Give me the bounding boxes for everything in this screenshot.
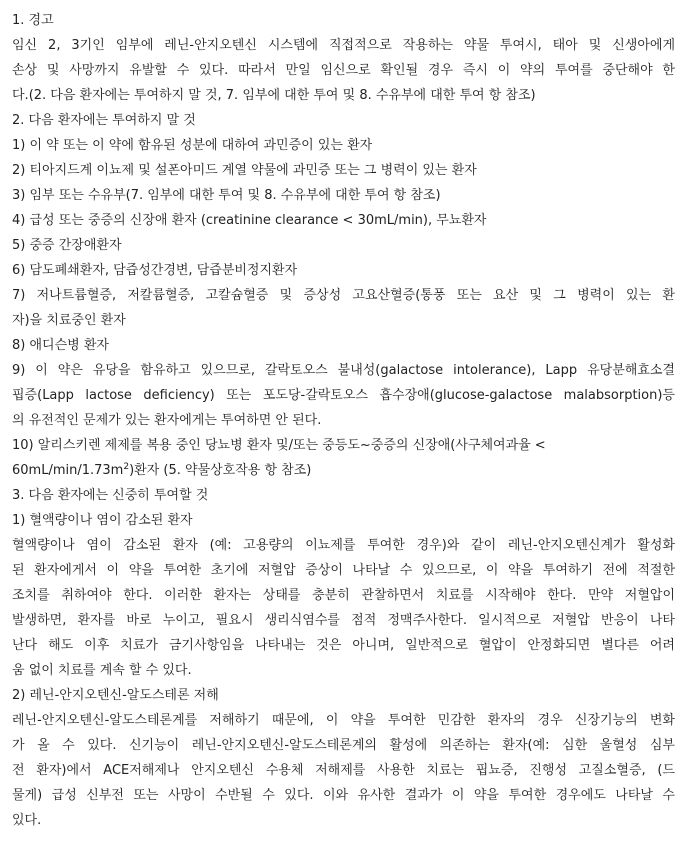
text-segment: 60mL/min/1.73m: [12, 463, 124, 478]
text-line: 4) 급성 또는 중증의 신장애 환자 (creatinine clearance < 30mL/min), 무뇨환자: [12, 213, 487, 228]
text-line: 9) 이 약은 유당을 함유하고 있으므로, 갈락토오스 불내성(galactose intolerance), Lapp 유당분해효소결: [12, 363, 675, 378]
text-line: 발생하면, 환자를 바로 누이고, 필요시 생리식염수를 점적 정맥주사한다. 일시적으로 저혈압 반응이 나타: [12, 613, 675, 628]
text-line: 조치를 취하여야 한다. 이러한 환자는 상태를 충분히 관찰하면서 치료를 시작해야 한다. 만약 저혈압이: [12, 588, 675, 603]
text-line: 10) 알리스키렌 제제를 복용 중인 당뇨병 환자 및/또는 중등도~중증의 신장애(사구체여과율 <: [12, 438, 546, 453]
superscript: 2: [123, 462, 130, 472]
text-line: 8) 애디슨병 환자: [12, 338, 109, 353]
text-line: 물게) 급성 신부전 또는 사망이 수반될 수 있다. 이와 유사한 결과가 이 약을 투여한 경우에도 나타날 수: [12, 788, 675, 803]
text-line: 2. 다음 환자에는 투여하지 말 것: [12, 113, 196, 128]
text-line: 핍증(Lapp lactose deficiency) 또는 포도당-갈락토오스 흡수장애(glucose-galactose malabsorption)등: [12, 388, 675, 403]
text-line: [12, 458, 675, 483]
text-line: 전 환자)에서 ACE저해제나 안지오텐신 수용체 저해제를 사용한 치료는 핍뇨증, 진행성 고질소혈증, (드: [12, 763, 675, 778]
text-line: 손상 및 사망까지 유발할 수 있다. 따라서 만일 임신으로 확인될 경우 즉시 이 약의 투여를 중단해야 한: [12, 63, 675, 78]
text-line: 움 없이 치료를 계속 할 수 있다.: [12, 663, 192, 678]
text-line: 1. 경고: [12, 13, 54, 28]
text-segment: )환자 (5. 약물상호작용 항 참조): [129, 463, 312, 478]
text-line: 1) 혈액량이나 염이 감소된 환자: [12, 513, 193, 528]
text-line: 5) 중증 간장애환자: [12, 238, 122, 253]
text-line: 된 환자에게서 이 약을 투여한 초기에 저혈압 증상이 나타날 수 있으므로, 이 약을 투여하기 전에 적절한: [12, 563, 675, 578]
text-line: 7) 저나트륨혈증, 저칼륨혈증, 고칼슘혈증 및 증상성 고요산혈증(통풍 또는 요산 및 그 병력이 있는 환: [12, 288, 675, 303]
text-line: 레닌-안지오텐신-알도스테론계를 저해하기 때문에, 이 약을 투여한 민감한 환자의 경우 신장기능의 변화: [12, 713, 675, 728]
text-line: 3. 다음 환자에는 신중히 투여할 것: [12, 488, 209, 503]
text-line: 다.(2. 다음 환자에는 투여하지 말 것, 7. 임부에 대한 투여 및 8. 수유부에 대한 투여 항 참조): [12, 88, 536, 103]
text-line: 3) 임부 또는 수유부(7. 임부에 대한 투여 및 8. 수유부에 대한 투여 항 참조): [12, 188, 441, 203]
text-line: 있다.: [12, 813, 42, 828]
text-line: 가 올 수 있다. 신기능이 레닌-안지오텐신-알도스테론계의 활성에 의존하는 환자(예: 심한 울혈성 심부: [12, 738, 675, 753]
text-line: 의 유전적인 문제가 있는 환자에게는 투여하면 안 된다.: [12, 413, 322, 428]
text-line: 난다 해도 이후 치료가 금기사항임을 나타내는 것은 아니며, 일반적으로 혈압이 안정화되면 별다른 어려: [12, 638, 675, 653]
text-line: 자)을 치료중인 환자: [12, 313, 126, 328]
text-line: 임신 2, 3기인 임부에 레닌-안지오텐신 시스템에 직접적으로 작용하는 약물 투여시, 태아 및 신생아에게: [12, 38, 675, 53]
text-line: 2) 레닌-안지오텐신-알도스테론 저해: [12, 688, 219, 703]
text-line: 혈액량이나 염이 감소된 환자 (예: 고용량의 이뇨제를 투여한 경우)와 같이 레닌-안지오텐신계가 활성화: [12, 538, 675, 553]
text-line: 1) 이 약 또는 이 약에 함유된 성분에 대하여 과민증이 있는 환자: [12, 138, 373, 153]
text-line: 6) 담도폐쇄환자, 담즙성간경변, 담즙분비정지환자: [12, 263, 298, 278]
text-line: 2) 티아지드계 이뇨제 및 설폰아미드 계열 약물에 과민증 또는 그 병력이 있는 환자: [12, 163, 477, 178]
